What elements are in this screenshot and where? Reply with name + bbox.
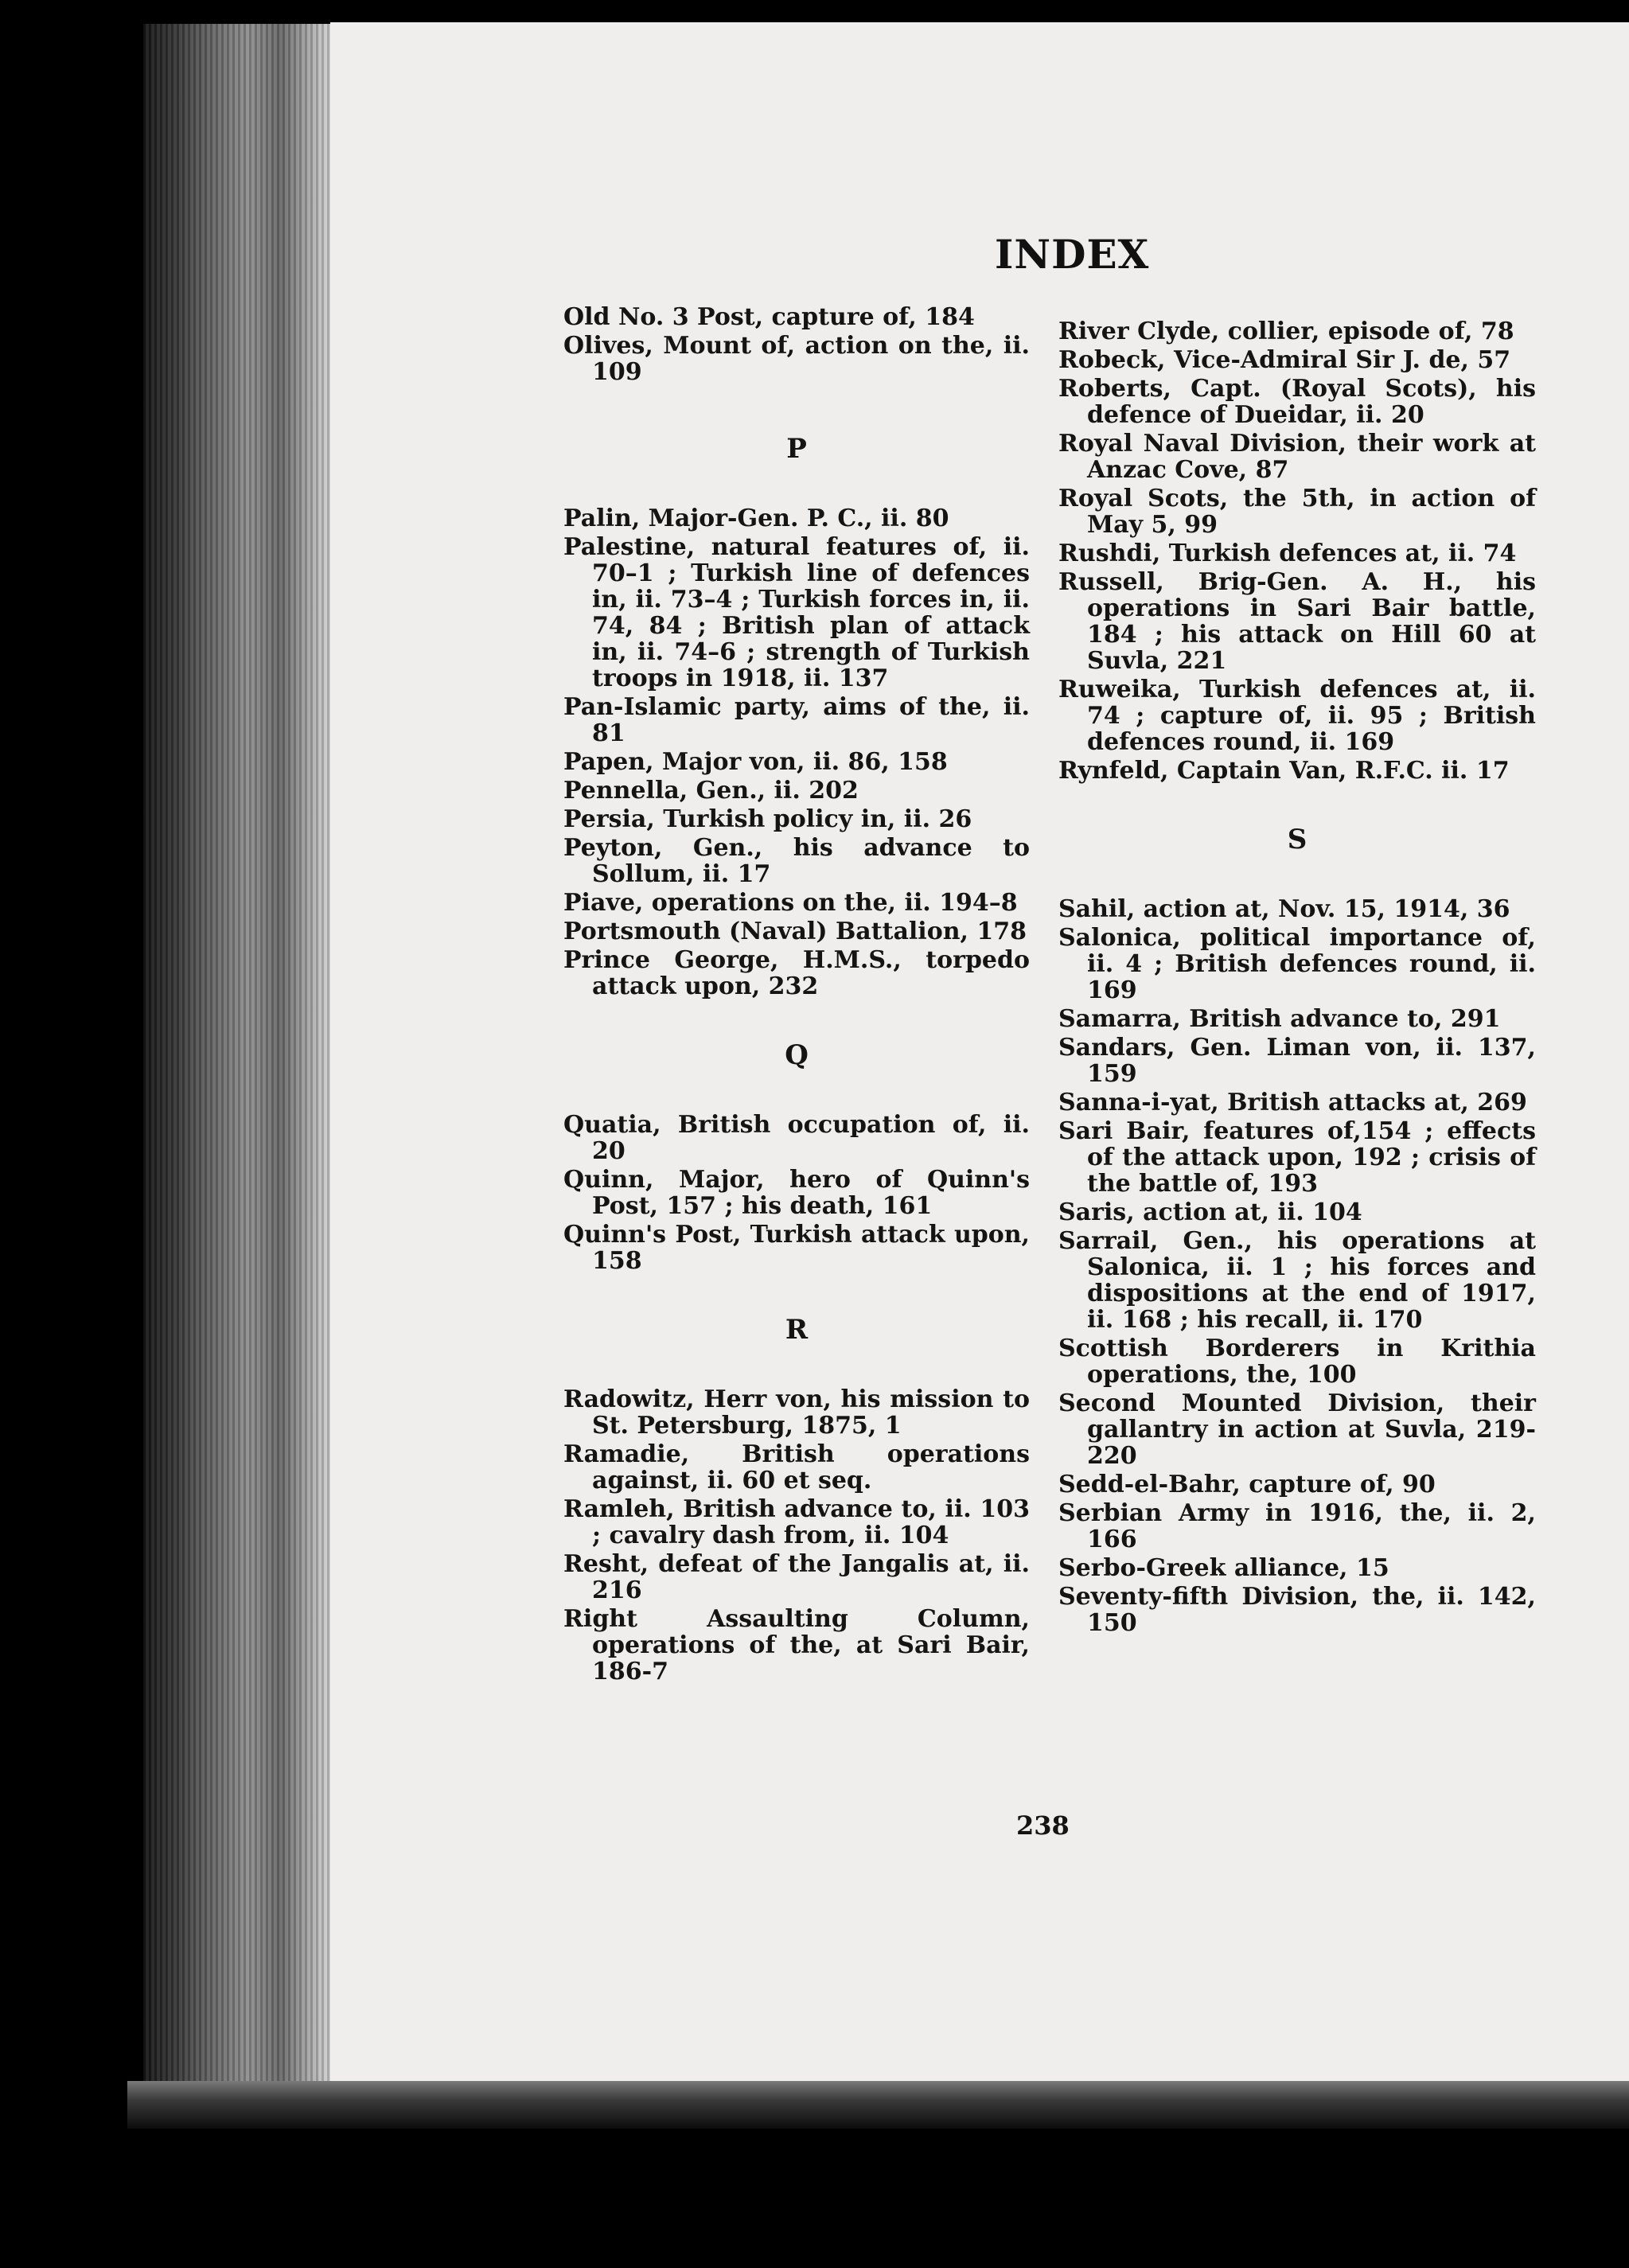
- index-entry: Pennella, Gen., ii. 202: [563, 777, 859, 805]
- index-entry: Pan-Islamic party, aims of the, ii. 81: [563, 693, 1030, 747]
- index-entry: Roberts, Capt. (Royal Scots), his defence of Dueidar, ii. 20: [1058, 375, 1536, 429]
- index-column-right: [1058, 318, 1536, 1639]
- book-spine-edge: [143, 24, 334, 2093]
- index-column-left: [563, 304, 1030, 1687]
- index-entry: Scottish Borderers in Krithia operations, the, 100: [1058, 1335, 1536, 1389]
- page-number: 238: [1016, 1810, 1070, 1841]
- index-entry: Sari Bair, features of,154 ; effects of the attack upon, 192 ; crisis of the battle of, 193: [1058, 1117, 1536, 1198]
- index-entry: Salonica, political importance of, ii. 4 ; British defences round, ii. 169: [1058, 924, 1536, 1004]
- index-entry: Sedd-el-Bahr, capture of, 90: [1058, 1471, 1436, 1498]
- index-entry: Piave, operations on the, ii. 194–8: [563, 889, 1018, 917]
- index-entry: Ruweika, Turkish defences at, ii. 74 ; capture of, ii. 95 ; British defences round, ii. 169: [1058, 676, 1536, 756]
- section-letter-r: R: [785, 1314, 809, 1346]
- index-entry: Sarrail, Gen., his operations at Salonica, ii. 1 ; his forces and dispositions at the end of 1917, ii. 168 ; his recall, ii. 170: [1058, 1227, 1536, 1334]
- page-title: INDEX: [995, 231, 1150, 278]
- index-entry: Sanna-i-yat, British attacks at, 269: [1058, 1089, 1527, 1116]
- index-entry: Persia, Turkish policy in, ii. 26: [563, 805, 972, 833]
- index-entry: Peyton, Gen., his advance to Sollum, ii. 17: [563, 834, 1030, 888]
- index-entry: Royal Naval Division, their work at Anzac Cove, 87: [1058, 430, 1536, 484]
- index-entry: Robeck, Vice-Admiral Sir J. de, 57: [1058, 346, 1511, 374]
- index-entry: Right Assaulting Column, operations of the, at Sari Bair, 186-7: [563, 1605, 1030, 1685]
- index-entry: Russell, Brig-Gen. A. H., his operations in Sari Bair battle, 184 ; his attack on Hill 60 at Suvla, 221: [1058, 568, 1536, 675]
- index-entry: Radowitz, Herr von, his mission to St. Petersburg, 1875, 1: [563, 1385, 1030, 1440]
- index-entry: Prince George, H.M.S., torpedo attack upon, 232: [563, 946, 1030, 1000]
- index-entry: Saris, action at, ii. 104: [1058, 1198, 1362, 1226]
- index-entry: Royal Scots, the 5th, in action of May 5, 99: [1058, 485, 1536, 539]
- index-entry: Samarra, British advance to, 291: [1058, 1005, 1501, 1033]
- index-entry: Old No. 3 Post, capture of, 184: [563, 303, 975, 331]
- book-bottom-edge: [127, 2081, 1629, 2129]
- section-letter-p: P: [786, 433, 807, 465]
- section-letter-q: Q: [785, 1039, 809, 1071]
- index-entry: Rynfeld, Captain Van, R.F.C. ii. 17: [1058, 757, 1510, 785]
- index-entry: Sahil, action at, Nov. 15, 1914, 36: [1058, 895, 1510, 923]
- index-entry: Quinn, Major, hero of Quinn's Post, 157 ; his death, 161: [563, 1166, 1030, 1220]
- index-entry: Seventy-fifth Division, the, ii. 142, 150: [1058, 1583, 1536, 1637]
- index-entry: Palin, Major-Gen. P. C., ii. 80: [563, 505, 949, 532]
- index-entry: Serbo-Greek alliance, 15: [1058, 1554, 1389, 1582]
- index-entry: Serbian Army in 1916, the, ii. 2, 166: [1058, 1499, 1536, 1553]
- index-entry: Olives, Mount of, action on the, ii. 109: [563, 332, 1030, 386]
- page-edge-texture: [143, 24, 334, 2093]
- index-entry: Resht, defeat of the Jangalis at, ii. 216: [563, 1550, 1030, 1604]
- section-letter-s: S: [1287, 824, 1307, 855]
- index-entry: Rushdi, Turkish defences at, ii. 74: [1058, 540, 1517, 567]
- index-entry: Sandars, Gen. Liman von, ii. 137, 159: [1058, 1034, 1536, 1088]
- index-entry: Portsmouth (Naval) Battalion, 178: [563, 918, 1027, 945]
- index-entry: Quatia, British occupation of, ii. 20: [563, 1111, 1030, 1165]
- index-entry: Ramadie, British operations against, ii. 60 et seq.: [563, 1440, 1030, 1494]
- index-entry: Second Mounted Division, their gallantry in action at Suvla, 219-220: [1058, 1389, 1536, 1470]
- index-entry: Quinn's Post, Turkish attack upon, 158: [563, 1221, 1030, 1275]
- index-entry: Papen, Major von, ii. 86, 158: [563, 748, 948, 776]
- index-entry: Ramleh, British advance to, ii. 103 ; cavalry dash from, ii. 104: [563, 1495, 1030, 1549]
- index-entry: Palestine, natural features of, ii. 70–1 ; Turkish line of defences in, ii. 73–4 ; Turkish forces in, ii. 74, 84 ; British plan of attack in, ii. 74–6 ; strength of Turkish troops in 1918, ii. 137: [563, 533, 1030, 692]
- index-entry: River Clyde, collier, episode of, 78: [1058, 318, 1514, 345]
